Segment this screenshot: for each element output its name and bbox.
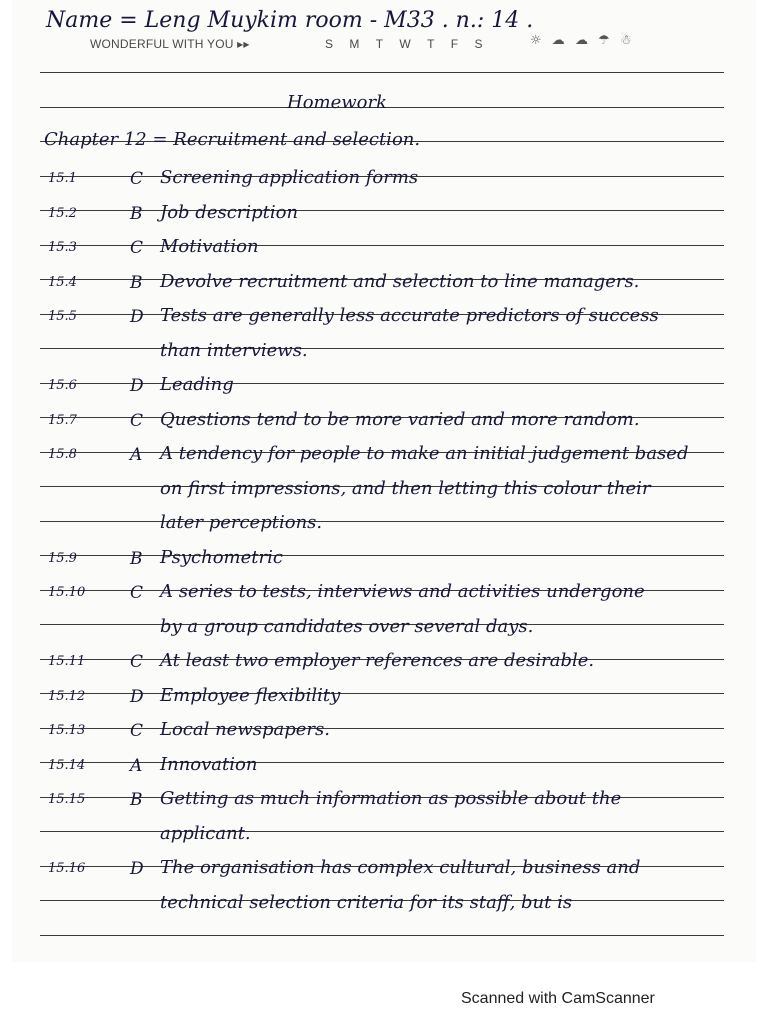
answer-text: Tests are generally less accurate predictors of success — [160, 305, 659, 326]
answer-text: The organisation has complex cultural, business and — [160, 857, 641, 878]
answer-text-continued: technical selection criteria for its staff, but is — [160, 891, 573, 913]
answer-text: Leading — [160, 374, 234, 395]
question-number: 15.4 — [48, 274, 77, 290]
weekday-label: S — [325, 37, 334, 51]
answer-letter: B — [130, 790, 143, 810]
answer-text: Job description — [160, 201, 299, 223]
page-title: Homework — [287, 92, 388, 113]
answer-text: Local newspapers. — [160, 719, 330, 740]
answer-row — [0, 372, 768, 406]
ruled-line — [40, 935, 724, 936]
chapter-heading: Chapter 12 = Recruitment and selection. — [44, 129, 421, 150]
weekday-label: T — [375, 37, 384, 51]
answer-text: Employee flexibility — [160, 684, 341, 706]
answer-letter: C — [130, 410, 144, 431]
answer-letter: C — [130, 652, 144, 672]
weekday-label: T — [427, 37, 435, 51]
question-number: 15.7 — [48, 412, 77, 428]
answer-row — [0, 269, 768, 303]
question-number: 15.6 — [48, 378, 77, 393]
notebook-brand: WONDERFUL WITH YOU ▸▸ — [90, 37, 250, 51]
question-number: 15.2 — [48, 205, 77, 221]
question-number: 15.10 — [48, 585, 86, 600]
question-number: 15.1 — [48, 171, 77, 186]
answer-row — [0, 752, 768, 786]
answer-text-continued: later perceptions. — [160, 512, 323, 533]
question-number: 15.12 — [48, 688, 86, 704]
answer-letter: D — [130, 859, 144, 879]
answer-text-continued: applicant. — [160, 822, 251, 844]
question-number: 15.16 — [48, 861, 86, 876]
sun-icon: ☼ — [530, 33, 542, 48]
weather-icons — [530, 33, 638, 48]
answer-row — [0, 683, 768, 717]
answer-row — [0, 200, 768, 234]
ruled-line — [40, 831, 724, 832]
weekday-label: M — [349, 37, 360, 51]
answer-letter: A — [130, 755, 143, 776]
question-number: 15.5 — [48, 309, 77, 324]
answer-letter: C — [130, 238, 144, 258]
question-number: 15.11 — [48, 654, 86, 669]
cloud-icon: ☁ — [574, 33, 588, 48]
answer-letter: B — [130, 203, 143, 224]
question-number: 15.13 — [48, 723, 86, 738]
weekday-row — [325, 37, 495, 51]
snowman-icon: ☃ — [619, 33, 632, 48]
ruled-line — [40, 72, 724, 73]
answer-row — [0, 303, 768, 361]
answer-text: Screening application forms — [160, 167, 419, 188]
weekday-label: W — [399, 37, 411, 51]
weekday-label: S — [474, 37, 483, 51]
answer-row — [0, 165, 768, 199]
answer-text: Motivation — [160, 236, 259, 257]
answer-text: Questions tend to be more varied and more random. — [160, 408, 640, 430]
question-number: 15.15 — [48, 792, 86, 807]
answer-text-continued: on first impressions, and then letting this colour their — [160, 477, 651, 499]
cloud-sun-icon: ☁ — [551, 33, 565, 48]
answer-letter: C — [130, 583, 144, 603]
question-number: 15.8 — [48, 447, 77, 462]
answer-letter: A — [130, 445, 143, 465]
answer-text: A tendency for people to make an initial judgement based — [160, 443, 689, 464]
answer-row — [0, 441, 768, 533]
answer-text: Devolve recruitment and selection to line managers. — [160, 270, 640, 292]
question-number: 15.9 — [48, 550, 77, 566]
answer-letter: B — [130, 548, 143, 569]
answer-letter: D — [130, 376, 144, 396]
ruled-line — [40, 521, 724, 522]
answer-row — [0, 855, 768, 913]
answer-row — [0, 579, 768, 637]
answer-letter: C — [130, 169, 144, 189]
answer-row — [0, 234, 768, 268]
answer-text: Psychometric — [160, 546, 283, 568]
question-number: 15.3 — [48, 240, 77, 255]
ruled-line — [40, 348, 724, 349]
answer-letter: C — [130, 721, 144, 741]
student-info: Name = Leng Muykim room - M33 . n.: 14 . — [46, 8, 534, 33]
answer-letter: B — [130, 272, 143, 293]
answer-text-continued: by a group candidates over several days. — [160, 615, 534, 637]
answer-letter: D — [130, 307, 144, 327]
answer-row — [0, 648, 768, 682]
answer-text: At least two employer references are desirable. — [160, 650, 595, 671]
answer-text: Getting as much information as possible about the — [160, 788, 622, 809]
answer-text: A series to tests, interviews and activities undergone — [160, 581, 645, 602]
umbrella-icon: ☂ — [598, 33, 610, 48]
answer-row — [0, 545, 768, 579]
answer-row — [0, 407, 768, 441]
answer-letter: D — [130, 686, 144, 707]
answer-text: Innovation — [160, 753, 258, 775]
weekday-label: F — [450, 37, 459, 51]
answer-row — [0, 786, 768, 844]
answer-text-continued: than interviews. — [160, 339, 308, 361]
question-number: 15.14 — [48, 757, 86, 773]
scanner-watermark: Scanned with CamScanner — [461, 990, 655, 1007]
answer-row — [0, 717, 768, 751]
